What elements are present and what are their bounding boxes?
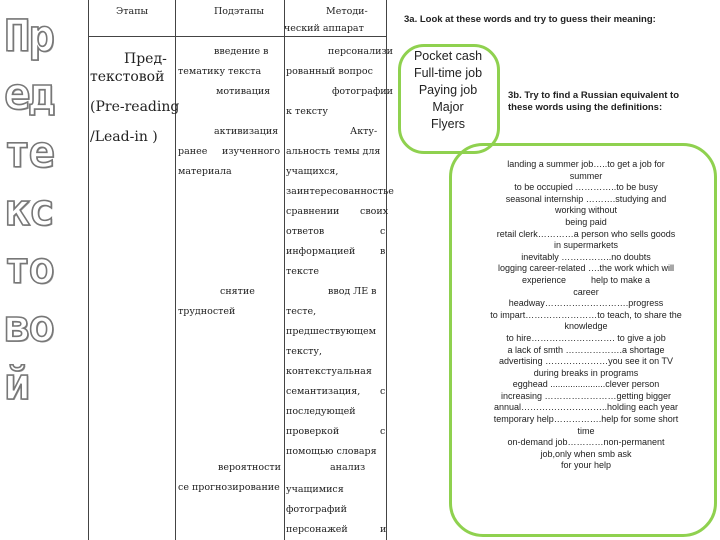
definition-line: summer bbox=[569, 170, 603, 181]
word-item: Paying job bbox=[418, 83, 478, 97]
definition-line: inevitably ……………..no doubts bbox=[521, 251, 651, 262]
apparatus: Акту- bbox=[350, 126, 378, 137]
substage: се прогнозирование bbox=[178, 482, 280, 493]
apparatus: персонализи bbox=[328, 46, 393, 57]
header-methods: Методи- bbox=[326, 6, 368, 17]
definition-line: during breaks in programs bbox=[533, 367, 639, 378]
definition-line: egghead ......................clever person bbox=[512, 379, 660, 390]
definition-line: to impart……………………to teach, to share the bbox=[490, 309, 682, 320]
word-item: Flyers bbox=[430, 117, 466, 131]
apparatus: альность темы для bbox=[286, 146, 381, 157]
table-border bbox=[175, 0, 176, 540]
definition-line: temporary help…………….help for some short bbox=[493, 414, 679, 425]
apparatus: ввод ЛЕ в bbox=[328, 286, 377, 297]
apparatus: в bbox=[380, 246, 386, 257]
definition-line: knowledge bbox=[564, 321, 608, 332]
definition-line: retail clerk…………a person who sells goods bbox=[496, 228, 676, 239]
definition-line: job,only when smb ask bbox=[540, 448, 632, 459]
word-item: Pocket cash bbox=[413, 49, 483, 63]
definition-line: to hire………………………. to give a job bbox=[506, 332, 666, 343]
apparatus: тексте bbox=[286, 266, 320, 277]
apparatus: тексту, bbox=[286, 346, 323, 357]
lesson-table bbox=[88, 0, 394, 540]
stage-label: (Pre-reading bbox=[90, 99, 180, 115]
side-title-line: кс bbox=[4, 185, 53, 236]
definition-line: headway……………………….progress bbox=[508, 298, 664, 309]
side-title-line: во bbox=[4, 301, 53, 352]
table-border bbox=[88, 0, 89, 540]
apparatus: фотографий bbox=[286, 504, 347, 515]
side-title-line: й bbox=[4, 359, 29, 410]
definition-line: working without bbox=[554, 205, 618, 216]
words-list bbox=[400, 48, 496, 148]
apparatus: и bbox=[380, 524, 387, 535]
word-item: Full-time job bbox=[413, 66, 483, 80]
substage: тематику текста bbox=[178, 66, 262, 77]
apparatus: с bbox=[380, 226, 386, 237]
header-substages: Подэтапы bbox=[214, 6, 264, 17]
substage: введение в bbox=[214, 46, 269, 57]
substage: активизация bbox=[214, 126, 279, 137]
substage: трудностей bbox=[178, 306, 236, 317]
substage: мотивация bbox=[216, 86, 271, 97]
substage: материала bbox=[178, 166, 232, 177]
apparatus: сравнении bbox=[286, 206, 340, 217]
table-border bbox=[284, 0, 285, 540]
side-title-line: Пр bbox=[4, 11, 53, 62]
definition-line: seasonal internship ……….studying and bbox=[505, 193, 667, 204]
apparatus: помощью словаря bbox=[286, 446, 377, 457]
task-3a-heading: 3a. Look at these words and try to guess their meaning: bbox=[404, 14, 656, 25]
apparatus: учащимися bbox=[286, 484, 344, 495]
stage-label: Пред- bbox=[124, 51, 167, 67]
definition-line: on-demand job…………non-permanent bbox=[507, 437, 665, 448]
apparatus: своих bbox=[360, 206, 389, 217]
definition-line: being paid bbox=[565, 216, 607, 227]
apparatus: семантизация, bbox=[286, 386, 361, 397]
word-item: Major bbox=[432, 100, 464, 114]
header-stages: Этапы bbox=[116, 6, 149, 17]
definition-line: logging career-related ….the work which will bbox=[497, 263, 675, 274]
definition-line: experience help to make a bbox=[521, 274, 651, 285]
substage: снятие bbox=[220, 286, 255, 297]
table-border bbox=[88, 36, 386, 37]
apparatus: персонажей bbox=[286, 524, 348, 535]
apparatus: анализ bbox=[330, 462, 366, 473]
table-border bbox=[386, 0, 387, 540]
apparatus: проверкой bbox=[286, 426, 340, 437]
apparatus: к тексту bbox=[286, 106, 328, 117]
apparatus: с bbox=[380, 386, 386, 397]
apparatus: с bbox=[380, 426, 386, 437]
definition-line: landing a summer job…..to get a job for bbox=[507, 159, 665, 169]
apparatus: предшествующем bbox=[286, 326, 376, 337]
definition-line: for your help bbox=[560, 460, 612, 471]
apparatus: информацией bbox=[286, 246, 356, 257]
definition-line: to be occupied …………..to be busy bbox=[514, 182, 658, 193]
task-3b-heading: 3b. Try to find a Russian equivalent to these words using the definitions: bbox=[508, 90, 680, 113]
definition-line: career bbox=[573, 286, 599, 297]
apparatus: тесте, bbox=[286, 306, 317, 317]
header-methods-cont: ческий аппарат bbox=[284, 23, 364, 34]
stage-label: /Lead-in ) bbox=[90, 129, 158, 145]
side-title-line: то bbox=[4, 243, 53, 294]
stage-label: текстовой bbox=[90, 69, 165, 85]
definition-line: annual………………………..holding each year bbox=[493, 402, 679, 413]
definitions-list bbox=[468, 159, 704, 472]
definition-line: time bbox=[577, 425, 595, 436]
side-title-line: ед bbox=[4, 69, 53, 120]
definition-line: in supermarkets bbox=[553, 240, 619, 251]
apparatus: заинтересованностье bbox=[286, 186, 394, 197]
apparatus: последующей bbox=[286, 406, 356, 417]
apparatus: контекстуальная bbox=[286, 366, 372, 377]
apparatus: фотографии bbox=[332, 86, 393, 97]
side-title-line: те bbox=[4, 127, 53, 178]
definition-line: advertising …………………you see it on TV bbox=[499, 356, 673, 367]
apparatus: учащихся, bbox=[286, 166, 339, 177]
substage: ранее bbox=[178, 146, 208, 157]
apparatus: ответов bbox=[286, 226, 325, 237]
side-title bbox=[4, 8, 76, 414]
definition-line: increasing ……………………getting bigger bbox=[500, 390, 672, 401]
definition-line: a lack of smth ……………….a shortage bbox=[507, 344, 665, 355]
substage: изученного bbox=[222, 146, 281, 157]
substage: вероятности bbox=[218, 462, 281, 473]
apparatus: рованный вопрос bbox=[286, 66, 373, 77]
